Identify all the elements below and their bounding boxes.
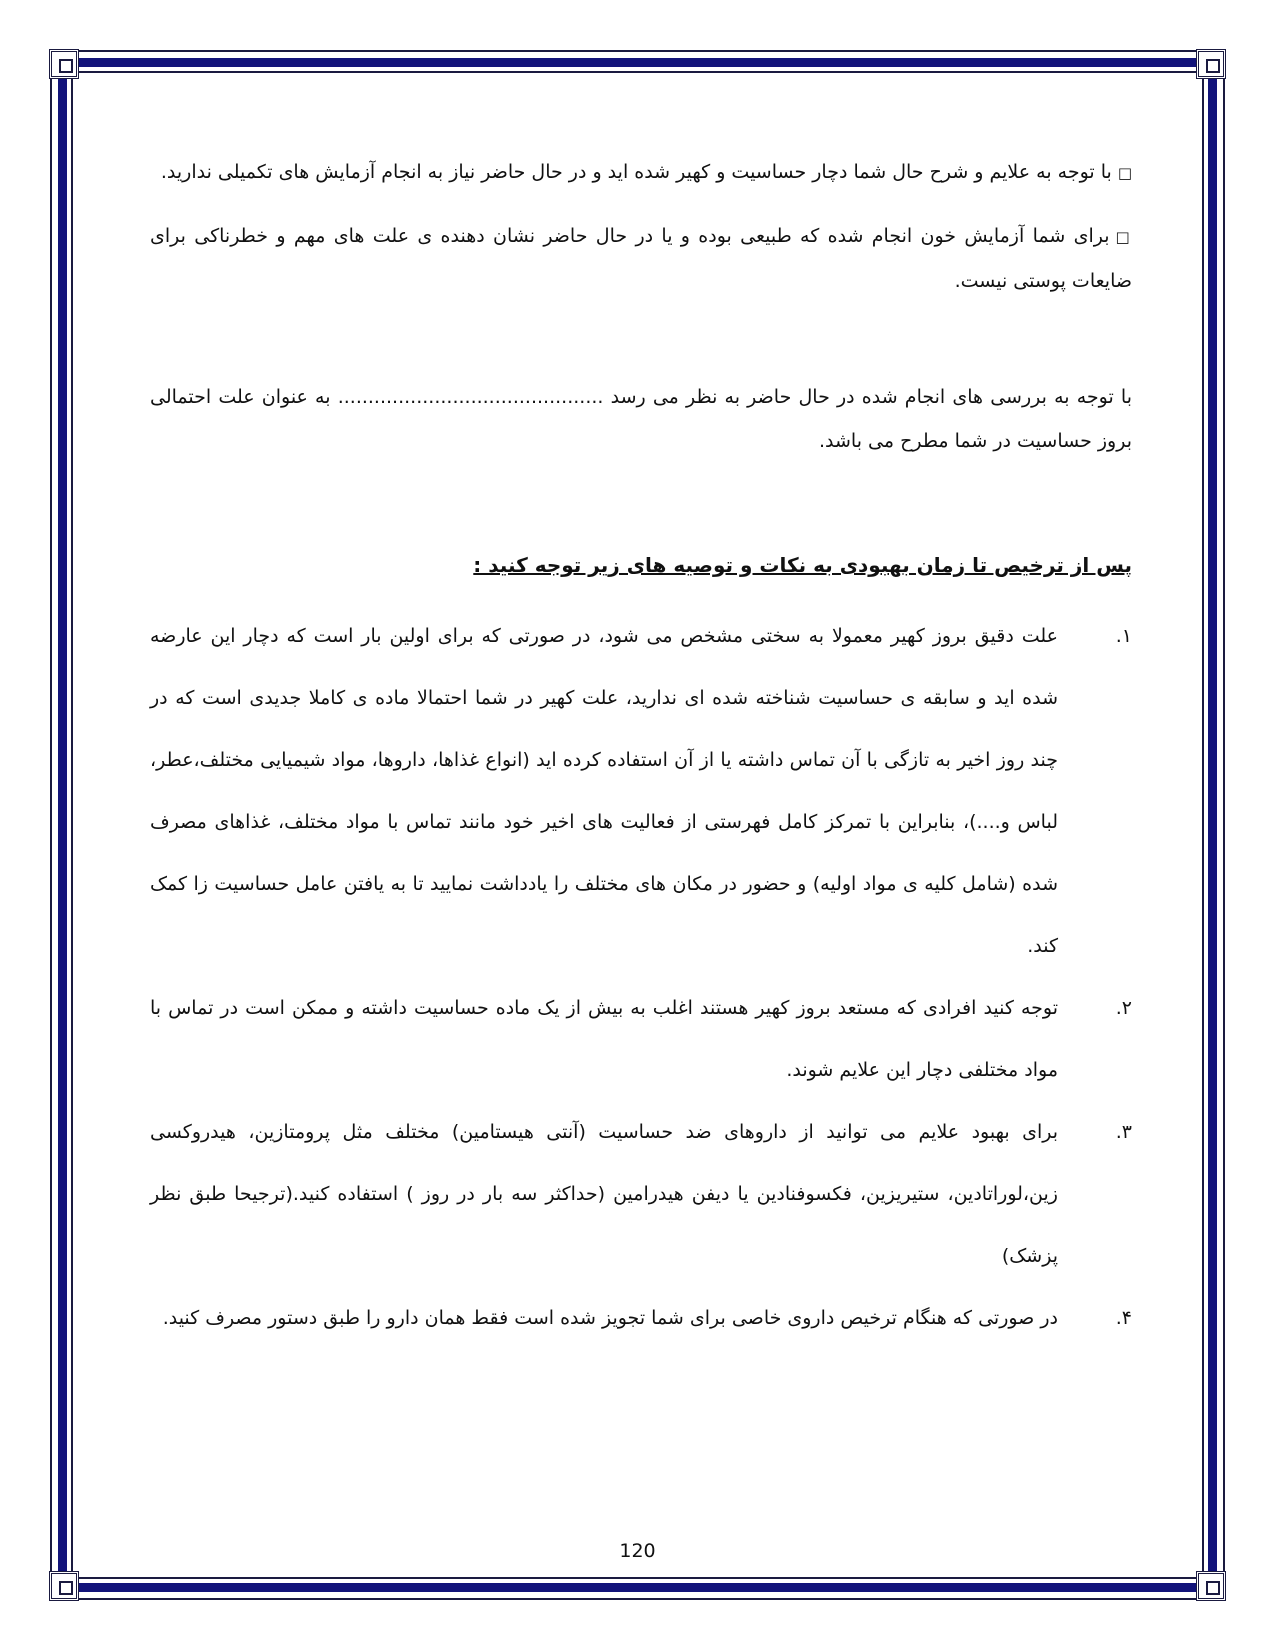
- section-heading: [150, 543, 1132, 587]
- corner-ornament-bottom-right: [1196, 1571, 1226, 1601]
- checkbox-paragraph-no-tests: [150, 150, 1132, 195]
- list-item: [150, 1287, 1132, 1349]
- document-body: [150, 150, 1132, 1349]
- recommendations-list: [150, 605, 1132, 1349]
- list-item-text: در صورتی که هنگام ترخیص داروی خاصی برای شما تجویز شده است فقط همان دارو را طبق دستور مصرف کنید.: [162, 1307, 1058, 1329]
- list-item: [150, 605, 1132, 977]
- corner-ornament-bottom-left: [49, 1571, 79, 1601]
- list-item-number: ۲.: [1115, 997, 1132, 1019]
- checkbox-paragraph-blood-test: [150, 214, 1132, 303]
- section-heading-text: پس از ترخیص تا زمان بهبودی به نکات و توصیه های زیر توجه کنید :: [473, 553, 1132, 577]
- probable-cause-paragraph: با توجه به بررسی های انجام شده در حال حاضر به نظر می رسد ............................................ به عنوان علت احتمالی بروز حساسیت در شما مطرح می باشد.: [150, 386, 1132, 452]
- list-item-text: توجه کنید افرادی که مستعد بروز کهیر هستند اغلب به بیش از یک ماده حساسیت داشته و ممکن است در تماس با مواد مختلفی دچار این علایم شوند.: [150, 997, 1058, 1081]
- page-number: 120: [619, 1540, 656, 1562]
- list-item: [150, 1101, 1132, 1287]
- list-item-text: برای بهبود علایم می توانید از داروهای ضد حساسیت (آنتی هیستامین) مختلف مثل پرومتازین، هیدروکسی زین،لوراتادین، ستیریزین، فکسوفنادین یا دیفن هیدرامین (حداکثر سه بار در روز ) استفاده کنید.(ترجیحا طبق نظر پزشک): [150, 1121, 1058, 1267]
- paragraph-text: با توجه به علایم و شرح حال شما دچار حساسیت و کهیر شده اید و در حال حاضر نیاز به انجام آزمایش های تکمیلی ندارید.: [160, 161, 1112, 183]
- checkbox-icon: □: [1115, 228, 1132, 246]
- checkbox-icon: □: [1117, 164, 1132, 182]
- corner-ornament-top-right: [1196, 49, 1226, 79]
- list-item-number: ۳.: [1115, 1121, 1132, 1143]
- list-item: [150, 977, 1132, 1101]
- list-item-text: علت دقیق بروز کهیر معمولا به سختی مشخص می شود، در صورتی که برای اولین بار است که دچار این عارضه شده اید و سابقه ی حساسیت شناخته شده ای ندارید، علت کهیر در شما احتمالا ماده ی کاملا جدیدی است که در چند روز اخیر به تازگی با آن تماس داشته یا از آن استفاده کرده اید (انواع غذاها، داروها، مواد شیمیایی مختلف،عطر، لباس و....)، بنابراین با تمرکز کامل فهرستی از فعالیت های اخیر خود مانند تماس با مواد مختلف، غذاهای مصرف شده (شامل کلیه ی مواد اولیه) و حضور در مکان های مختلف را یادداشت نمایید تا به یافتن عامل حساسیت زا کمک کند.: [150, 625, 1058, 957]
- paragraph-text: برای شما آزمایش خون انجام شده که طبیعی بوده و یا در حال حاضر نشان دهنده ی علت های مهم و خطرناکی برای ضایعات پوستی نیست.: [150, 225, 1132, 292]
- list-item-number: ۱.: [1115, 625, 1132, 647]
- corner-ornament-top-left: [49, 49, 79, 79]
- list-item-number: ۴.: [1115, 1307, 1132, 1329]
